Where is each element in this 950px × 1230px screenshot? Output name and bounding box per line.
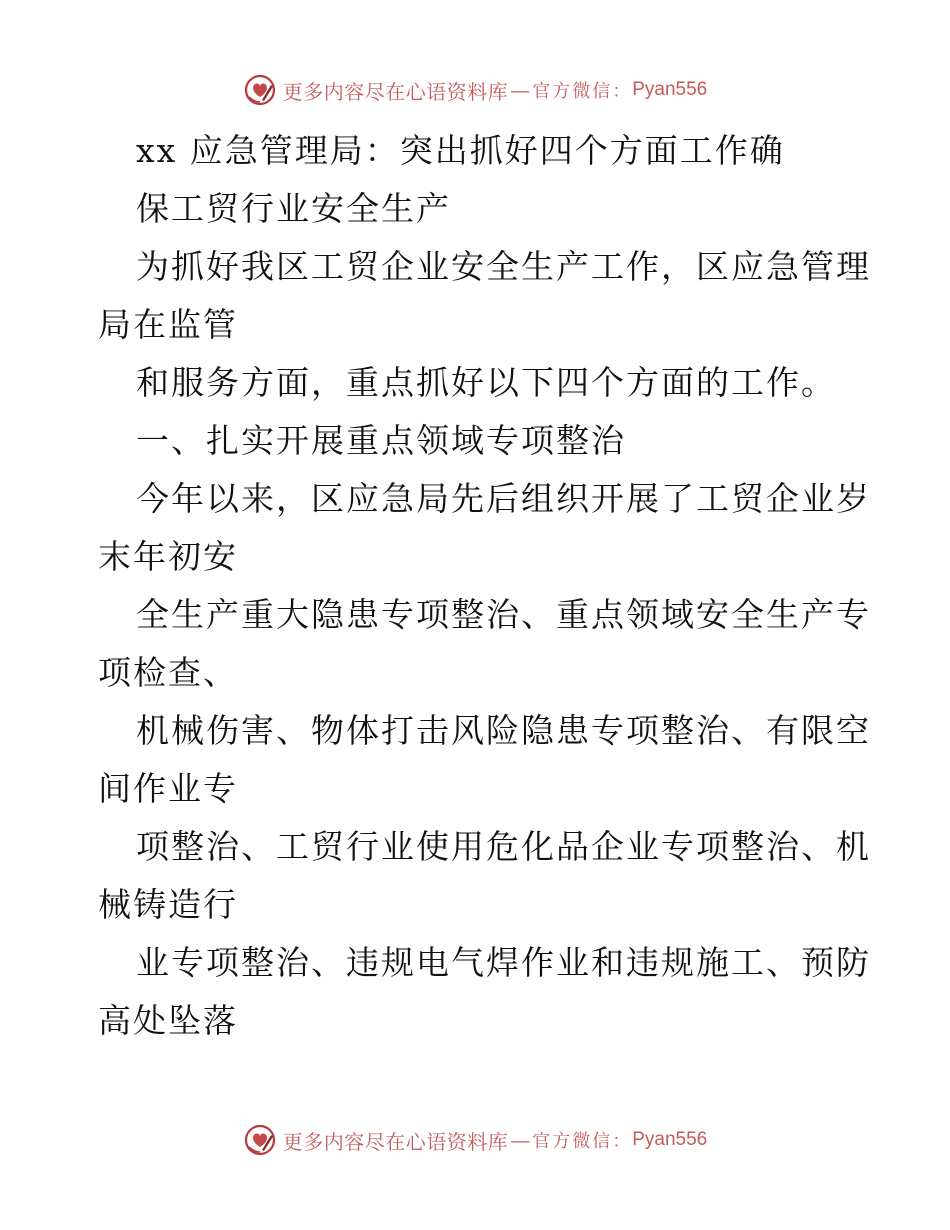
- paragraph-line: 全生产重大隐患专项整治、重点领域安全生产专: [136, 595, 871, 634]
- document-title-line-1: xx 应急管理局：突出抓好四个方面工作确: [136, 131, 785, 170]
- watermark-separator: —: [510, 1128, 531, 1152]
- section-heading: 一、扎实开展重点领域专项整治: [136, 421, 626, 460]
- watermark-label: 官方微信：: [532, 1131, 633, 1152]
- paragraph-line: 高处坠落: [98, 1001, 238, 1040]
- heart-pen-logo-icon: [243, 1123, 277, 1157]
- paragraph-line: 机械伤害、物体打击风险隐患专项整治、有限空: [136, 711, 871, 750]
- paragraph-line: 项检查、: [98, 653, 238, 692]
- watermark-header: [0, 70, 950, 110]
- document-body: [98, 122, 871, 1050]
- paragraph-line: 为抓好我区工贸企业安全生产工作，区应急管理: [136, 247, 871, 286]
- watermark-id: Pyan556: [632, 1129, 708, 1150]
- paragraph-line: 间作业专: [98, 769, 238, 808]
- paragraph-line: 局在监管: [98, 305, 238, 344]
- paragraph-line: 业专项整治、违规电气焊作业和违规施工、预防: [136, 943, 871, 982]
- paragraph-line: 和服务方面，重点抓好以下四个方面的工作。: [136, 363, 836, 402]
- paragraph-line: 末年初安: [98, 537, 238, 576]
- paragraph-line: 项整治、工贸行业使用危化品企业专项整治、机: [136, 827, 871, 866]
- watermark-label: 官方微信：: [532, 81, 633, 102]
- watermark-separator: —: [510, 78, 531, 102]
- paragraph-line: 械铸造行: [98, 885, 238, 924]
- watermark-text: 更多内容尽在心语资料库: [282, 1129, 509, 1154]
- document-title-line-2: 保工贸行业安全生产: [136, 189, 451, 228]
- paragraph-line: 今年以来，区应急局先后组织开展了工贸企业岁: [136, 479, 871, 518]
- watermark-id: Pyan556: [632, 79, 708, 100]
- heart-pen-logo-icon: [243, 73, 277, 107]
- watermark-footer: [0, 1120, 950, 1160]
- watermark-text: 更多内容尽在心语资料库: [282, 79, 509, 104]
